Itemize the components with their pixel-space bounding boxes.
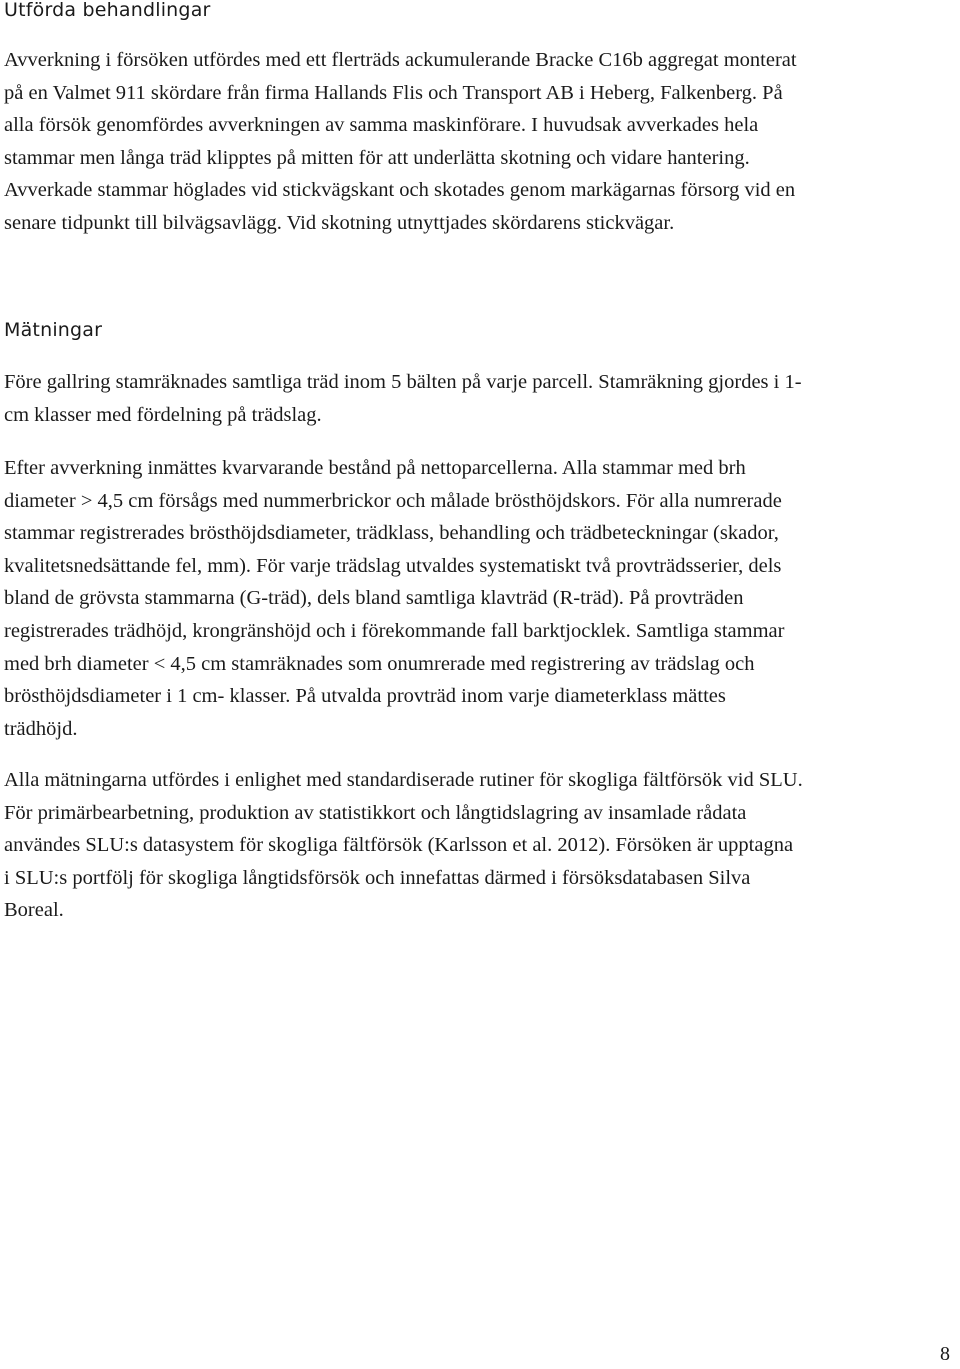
text-line: stammar registrerades brösthöjdsdiameter, trädklass, behandling och trädbeteckningar (skador, <box>4 522 779 545</box>
text-line: i SLU:s portfölj för skogliga långtidsförsök och innefattas därmed i försöksdatabasen Silva <box>4 866 751 889</box>
paragraph-fore-gallring <box>4 366 960 431</box>
text-line: användes SLU:s datasystem för skogliga fältförsök (Karlsson et al. 2012). Försöken är upptagna <box>4 834 794 857</box>
text-line: Före gallring stamräknades samtliga träd inom 5 bälten på varje parcell. Stamräkning gjordes i 1- <box>4 371 802 393</box>
paragraph-efter-avverkning <box>4 452 960 745</box>
text-line: Alla mätningarna utfördes i enlighet med standardiserade rutiner för skogliga fältförsök vid SLU. <box>4 769 803 791</box>
text-line: Efter avverkning inmättes kvarvarande bestånd på nettoparcellerna. Alla stammar med brh <box>4 457 746 479</box>
text-line: registrerades trädhöjd, krongränshöjd och i förekommande fall barktjocklek. Samtliga stammar <box>4 619 785 642</box>
text-line: på en Valmet 911 skördare från firma Hallands Flis och Transport AB i Heberg, Falkenberg. På <box>4 81 783 104</box>
text-line: cm klasser med fördelning på trädslag. <box>4 403 322 426</box>
page-number: 8 <box>940 1343 950 1365</box>
section-heading-utforda-behandlingar: Utförda behandlingar <box>4 0 211 21</box>
text-line: bland de grövsta stammarna (G-träd), dels bland samtliga klavträd (R-träd). På provträden <box>4 587 744 610</box>
text-line: med brh diameter < 4,5 cm stamräknades som onumrerade med registrering av trädslag och <box>4 652 755 675</box>
text-line: Avverkning i försöken utfördes med ett flerträds ackumulerande Bracke C16b aggregat monterat <box>4 49 797 71</box>
text-line: diameter > 4,5 cm försågs med nummerbrickor och målade brösthöjdskors. För alla numrerade <box>4 489 782 512</box>
section-heading-matningar: Mätningar <box>4 319 103 341</box>
text-line: senare tidpunkt till bilvägsavlägg. Vid skotning utnyttjades skördarens stickvägar. <box>4 211 675 234</box>
paragraph-alla-matningarna <box>4 764 960 927</box>
text-line: För primärbearbetning, produktion av statistikkort och långtidslagring av insamlade rådata <box>4 801 747 824</box>
text-line: Boreal. <box>4 899 64 922</box>
text-line: alla försök genomfördes avverkningen av samma maskinförare. I huvudsak avverkades hela <box>4 114 759 137</box>
text-line: stammar men långa träd klipptes på mitten för att underlätta skotning och vidare hantering. <box>4 146 750 169</box>
text-line: Avverkade stammar höglades vid stickvägskant och skotades genom markägarnas försorg vid en <box>4 179 796 202</box>
text-line: trädhöjd. <box>4 717 78 740</box>
paragraph-avverkning <box>4 44 960 240</box>
text-line: kvalitetsnedsättande fel, mm). För varje trädslag utvaldes systematiskt två provträdsserier, dels <box>4 554 782 577</box>
text-line: brösthöjdsdiameter i 1 cm- klasser. På utvalda provträd inom varje diameterklass mättes <box>4 685 726 708</box>
